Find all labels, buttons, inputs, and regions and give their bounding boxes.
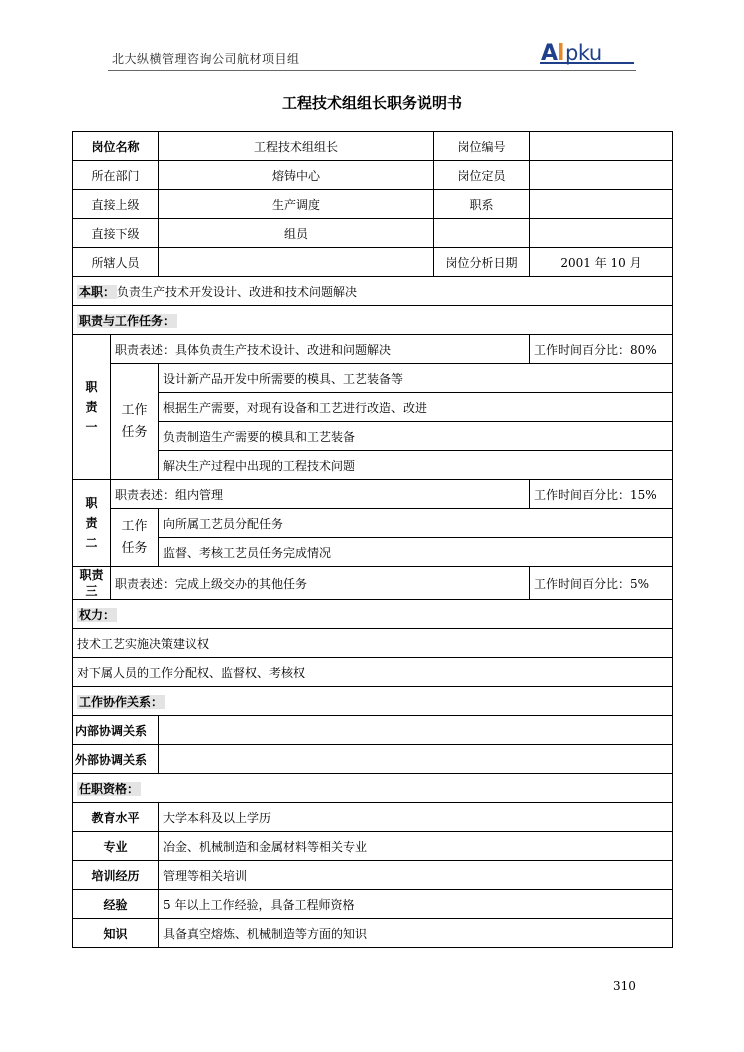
qualification-value: 5 年以上工作经验，具备工程师资格 bbox=[159, 890, 673, 919]
managed-value bbox=[159, 248, 434, 277]
row-summary bbox=[73, 277, 673, 306]
relations-section-heading bbox=[73, 687, 673, 716]
qualification-label: 经验 bbox=[73, 890, 159, 919]
row-authority-item bbox=[73, 629, 673, 658]
duty2-task-label-text: 工作任务 bbox=[121, 518, 148, 556]
superior-label: 直接上级 bbox=[73, 190, 159, 219]
qualification-value: 管理等相关培训 bbox=[159, 861, 673, 890]
row-department bbox=[73, 161, 673, 190]
empty-cell bbox=[530, 219, 673, 248]
row-superior bbox=[73, 190, 673, 219]
managed-label: 所辖人员 bbox=[73, 248, 159, 277]
grade-label: 职系 bbox=[434, 190, 530, 219]
position-name-value: 工程技术组组长 bbox=[159, 132, 434, 161]
row-qualification bbox=[73, 803, 673, 832]
department-value: 熔铸中心 bbox=[159, 161, 434, 190]
subordinate-value: 组员 bbox=[159, 219, 434, 248]
external-relations-value bbox=[159, 745, 673, 774]
qualification-value: 具备真空熔炼、机械制造等方面的知识 bbox=[159, 919, 673, 948]
row-qualification bbox=[73, 861, 673, 890]
qualification-label: 教育水平 bbox=[73, 803, 159, 832]
internal-relations-label: 内部协调关系 bbox=[73, 716, 159, 745]
summary-label: 本职： bbox=[79, 284, 116, 299]
duty2-task-label bbox=[111, 509, 159, 567]
duty1-label bbox=[73, 335, 111, 480]
row-external-relations bbox=[73, 745, 673, 774]
internal-relations-value bbox=[159, 716, 673, 745]
analysis-date-label: 岗位分析日期 bbox=[434, 248, 530, 277]
position-code-value bbox=[530, 132, 673, 161]
qualification-label: 知识 bbox=[73, 919, 159, 948]
duty1-description: 职责表述：具体负责生产技术设计、改进和问题解决 bbox=[111, 335, 530, 364]
page-number: 310 bbox=[613, 979, 636, 993]
row-duty2-description bbox=[73, 480, 673, 509]
duty2-task: 监督、考核工艺员任务完成情况 bbox=[159, 538, 673, 567]
qualifications-section-heading bbox=[73, 774, 673, 803]
row-duty3-description bbox=[73, 567, 673, 600]
authority-section-heading bbox=[73, 600, 673, 629]
duty3-label bbox=[73, 567, 111, 600]
company-logo bbox=[540, 40, 634, 68]
job-summary bbox=[73, 277, 673, 306]
row-duty2-task bbox=[73, 509, 673, 538]
row-qualification bbox=[73, 832, 673, 861]
empty-cell bbox=[434, 219, 530, 248]
headcount-label: 岗位定员 bbox=[434, 161, 530, 190]
duties-section-label: 职责与工作任务： bbox=[79, 313, 176, 328]
duty3-description: 职责表述：完成上级交办的其他任务 bbox=[111, 567, 530, 600]
duty2-time-percent: 工作时间百分比：15% bbox=[530, 480, 673, 509]
duty3-label-text: 职责三 bbox=[79, 568, 104, 598]
duties-section-heading bbox=[73, 306, 673, 335]
duty1-time-percent: 工作时间百分比：80% bbox=[530, 335, 673, 364]
summary-text: 负责生产技术开发设计、改进和技术问题解决 bbox=[117, 284, 358, 299]
qualification-label: 培训经历 bbox=[73, 861, 159, 890]
row-duty1-task bbox=[73, 451, 673, 480]
document-title: 工程技术组组长职务说明书 bbox=[281, 94, 462, 112]
row-relations-heading bbox=[73, 687, 673, 716]
position-code-label: 岗位编号 bbox=[434, 132, 530, 161]
duty2-description: 职责表述：组内管理 bbox=[111, 480, 530, 509]
relations-label: 工作协作关系： bbox=[79, 694, 164, 709]
row-qualification bbox=[73, 919, 673, 948]
row-duty1-task bbox=[73, 393, 673, 422]
qualification-value: 大学本科及以上学历 bbox=[159, 803, 673, 832]
authority-item: 对下属人员的工作分配权、监督权、考核权 bbox=[73, 658, 673, 687]
row-position-name bbox=[73, 132, 673, 161]
row-authority-item bbox=[73, 658, 673, 687]
authority-item: 技术工艺实施决策建议权 bbox=[73, 629, 673, 658]
row-authority-heading bbox=[73, 600, 673, 629]
header-divider bbox=[108, 70, 636, 71]
row-duty1-description bbox=[73, 335, 673, 364]
duty1-task-label-text: 工作任务 bbox=[121, 402, 148, 440]
qualification-value: 冶金、机械制造和金属材料等相关专业 bbox=[159, 832, 673, 861]
duty2-label-text: 职责二 bbox=[85, 496, 98, 550]
duty2-task: 向所属工艺员分配任务 bbox=[159, 509, 673, 538]
superior-value: 生产调度 bbox=[159, 190, 434, 219]
header-company-name: 北大纵横管理咨询公司航材项目组 bbox=[112, 52, 300, 66]
position-name-label: 岗位名称 bbox=[73, 132, 159, 161]
duty1-task: 负责制造生产需要的模具和工艺装备 bbox=[159, 422, 673, 451]
row-duty1-task bbox=[73, 422, 673, 451]
duty1-task-label bbox=[111, 364, 159, 480]
headcount-value bbox=[530, 161, 673, 190]
analysis-date-value: 2001 年 10 月 bbox=[530, 248, 673, 277]
qualifications-label: 任职资格： bbox=[79, 781, 140, 796]
row-duty2-task bbox=[73, 538, 673, 567]
duty2-label bbox=[73, 480, 111, 567]
row-qualification bbox=[73, 890, 673, 919]
authority-label: 权力： bbox=[79, 607, 116, 622]
row-internal-relations bbox=[73, 716, 673, 745]
subordinate-label: 直接下级 bbox=[73, 219, 159, 248]
job-description-table bbox=[72, 131, 673, 948]
row-duty1-task bbox=[73, 364, 673, 393]
duty1-task: 设计新产品开发中所需要的模具、工艺装备等 bbox=[159, 364, 673, 393]
grade-value bbox=[530, 190, 673, 219]
department-label: 所在部门 bbox=[73, 161, 159, 190]
duty1-task: 根据生产需要，对现有设备和工艺进行改造、改进 bbox=[159, 393, 673, 422]
row-subordinate bbox=[73, 219, 673, 248]
svg-text:A: A bbox=[541, 41, 558, 66]
qualification-label: 专业 bbox=[73, 832, 159, 861]
duty1-label-text: 职责一 bbox=[85, 380, 98, 434]
row-qualifications-heading bbox=[73, 774, 673, 803]
row-duties-heading bbox=[73, 306, 673, 335]
svg-text:pku: pku bbox=[565, 41, 602, 65]
duty3-time-percent: 工作时间百分比：5% bbox=[530, 567, 673, 600]
external-relations-label: 外部协调关系 bbox=[73, 745, 159, 774]
duty1-task: 解决生产过程中出现的工程技术问题 bbox=[159, 451, 673, 480]
row-managed bbox=[73, 248, 673, 277]
